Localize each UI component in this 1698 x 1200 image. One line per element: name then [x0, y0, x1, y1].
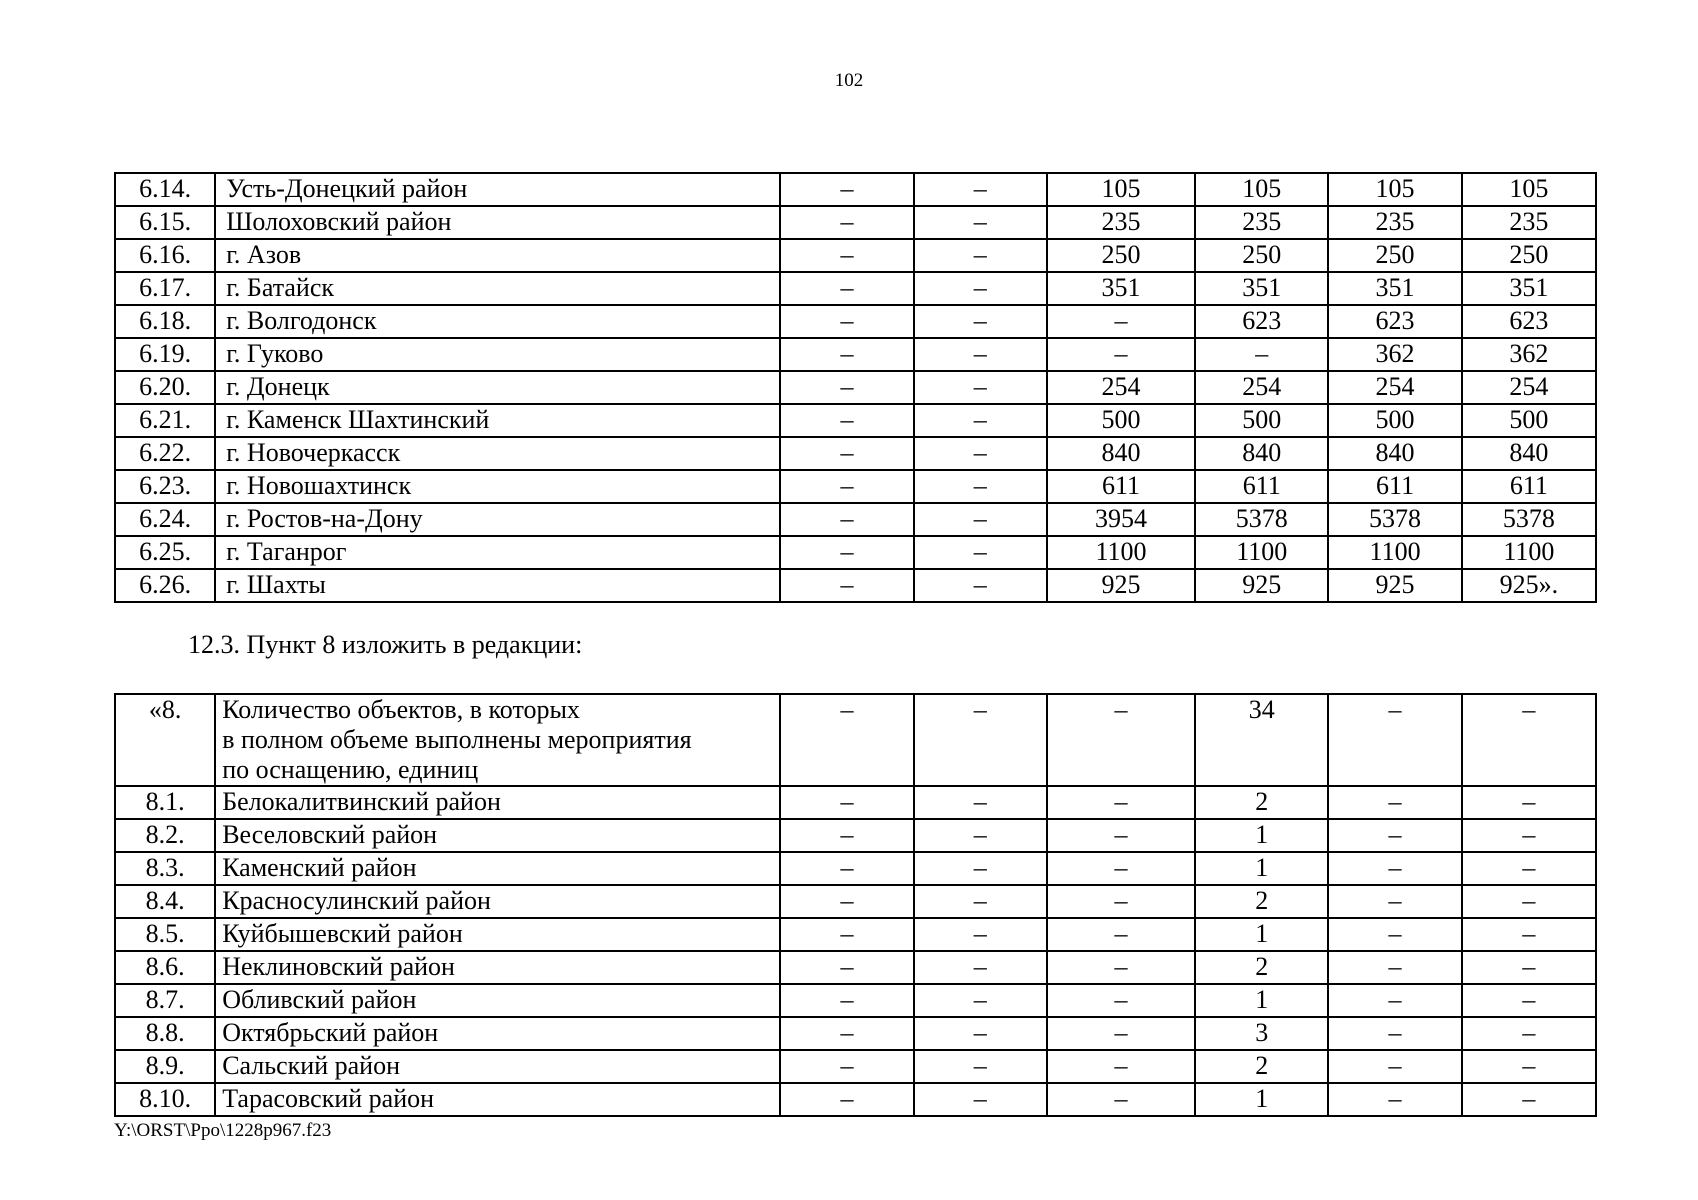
row-value: – [1047, 786, 1195, 819]
row-value: – [1462, 1050, 1596, 1083]
row-value: 105 [1047, 173, 1195, 206]
row-number: 6.14. [115, 173, 215, 206]
row-value: – [780, 786, 913, 819]
row-value: 500 [1462, 404, 1596, 437]
table-row [115, 951, 1596, 984]
row-number: 6.22. [115, 437, 215, 470]
row-value: – [914, 885, 1047, 918]
row-value: 2 [1195, 1050, 1328, 1083]
row-value: – [914, 272, 1047, 305]
table-row [115, 885, 1596, 918]
row-value: – [1462, 984, 1596, 1017]
row-value: 235 [1462, 206, 1596, 239]
row-value: – [1462, 786, 1596, 819]
row-value: 840 [1328, 437, 1461, 470]
row-value: – [1047, 1017, 1195, 1050]
row-value: – [780, 1050, 913, 1083]
row-value: 611 [1195, 470, 1328, 503]
row-value: – [914, 371, 1047, 404]
table-row [115, 1050, 1596, 1083]
row-value: 235 [1328, 206, 1461, 239]
row-value: 254 [1328, 371, 1461, 404]
row-value: – [1328, 918, 1461, 951]
table-row [115, 437, 1596, 470]
row-value: – [914, 1017, 1047, 1050]
row-value: 351 [1462, 272, 1596, 305]
row-value: – [1047, 819, 1195, 852]
row-value: 611 [1462, 470, 1596, 503]
row-value: – [914, 786, 1047, 819]
row-value: – [780, 338, 913, 371]
districts-table-body [115, 173, 1596, 602]
row-value: 623 [1195, 305, 1328, 338]
row-value: – [914, 239, 1047, 272]
row-value: – [1047, 1050, 1195, 1083]
row-value: 105 [1462, 173, 1596, 206]
row-value: 500 [1328, 404, 1461, 437]
table-row [115, 1083, 1596, 1116]
row-name: г. Шахты [215, 569, 780, 602]
row-value: – [914, 852, 1047, 885]
row-name-line: по оснащению, единиц [222, 755, 479, 784]
row-value: – [1328, 852, 1461, 885]
row-name: Белокалитвинский район [215, 786, 780, 819]
row-name: г. Новочеркасск [215, 437, 780, 470]
row-value: – [1462, 1083, 1596, 1116]
table-row [115, 404, 1596, 437]
row-name: Неклиновский район [215, 951, 780, 984]
row-value: – [914, 1050, 1047, 1083]
row-value: – [914, 918, 1047, 951]
footer-file-path: Y:\ORST\Ppo\1228p967.f23 [114, 1120, 332, 1141]
row-value: – [780, 206, 913, 239]
table-row [115, 371, 1596, 404]
row-name: Обливский район [215, 984, 780, 1017]
row-value: – [780, 819, 913, 852]
row-number: 6.19. [115, 338, 215, 371]
row-name: г. Каменск Шахтинский [215, 404, 780, 437]
row-value: 235 [1195, 206, 1328, 239]
row-value: – [780, 1083, 913, 1116]
row-value: 5378 [1195, 503, 1328, 536]
row-value: 623 [1328, 305, 1461, 338]
row-value: – [780, 918, 913, 951]
row-value: 925 [1195, 569, 1328, 602]
row-value: – [914, 173, 1047, 206]
row-value: – [780, 503, 913, 536]
row-value: 500 [1195, 404, 1328, 437]
row-value: – [914, 694, 1047, 786]
table-row [115, 1017, 1596, 1050]
row-name: Тарасовский район [215, 1083, 780, 1116]
row-value: – [1047, 852, 1195, 885]
table-row [115, 338, 1596, 371]
row-name: Веселовский район [215, 819, 780, 852]
row-name: г. Таганрог [215, 536, 780, 569]
row-name: г. Азов [215, 239, 780, 272]
row-name: г. Донецк [215, 371, 780, 404]
row-value: 1 [1195, 852, 1328, 885]
row-value: – [1047, 885, 1195, 918]
row-value: 1100 [1328, 536, 1461, 569]
row-value: 1 [1195, 1083, 1328, 1116]
row-number: 8.5. [115, 918, 215, 951]
row-value: – [780, 1017, 913, 1050]
row-number: 8.1. [115, 786, 215, 819]
row-name-line: в полном объеме выполнены мероприятия [222, 725, 692, 754]
row-value: 1 [1195, 918, 1328, 951]
row-number: 6.25. [115, 536, 215, 569]
row-value: 351 [1328, 272, 1461, 305]
row-value: 351 [1047, 272, 1195, 305]
row-value: 925». [1462, 569, 1596, 602]
row-number: 6.18. [115, 305, 215, 338]
row-value: 2 [1195, 786, 1328, 819]
row-name: Красносулинский район [215, 885, 780, 918]
row-value: 5378 [1328, 503, 1461, 536]
row-value: 611 [1328, 470, 1461, 503]
row-value: – [1047, 305, 1195, 338]
row-value: – [1328, 1050, 1461, 1083]
row-number: 8.4. [115, 885, 215, 918]
row-number: 6.23. [115, 470, 215, 503]
table-row [115, 470, 1596, 503]
row-value: – [1047, 918, 1195, 951]
row-value: – [1328, 694, 1461, 786]
table-row [115, 503, 1596, 536]
row-value: – [780, 984, 913, 1017]
table-row [115, 239, 1596, 272]
row-name: г. Волгодонск [215, 305, 780, 338]
table-row [115, 569, 1596, 602]
table-row [115, 984, 1596, 1017]
row-value: 840 [1462, 437, 1596, 470]
row-value: – [1462, 918, 1596, 951]
row-value: 235 [1047, 206, 1195, 239]
row-number: 8.7. [115, 984, 215, 1017]
row-name: Куйбышевский район [215, 918, 780, 951]
row-value: – [1328, 786, 1461, 819]
table-row [115, 918, 1596, 951]
row-value: – [914, 984, 1047, 1017]
row-name: Сальский район [215, 1050, 780, 1083]
row-value: – [780, 569, 913, 602]
row-value: – [914, 404, 1047, 437]
row-name: Октябрьский район [215, 1017, 780, 1050]
row-value: 840 [1195, 437, 1328, 470]
row-value: 840 [1047, 437, 1195, 470]
row-value: – [1047, 694, 1195, 786]
row-name: Шолоховский район [215, 206, 780, 239]
row-value: – [780, 694, 913, 786]
row-value: 1 [1195, 819, 1328, 852]
row-value: – [780, 536, 913, 569]
row-value: – [1462, 852, 1596, 885]
row-value: – [780, 173, 913, 206]
row-value: – [780, 951, 913, 984]
row-value: – [1462, 951, 1596, 984]
row-value: 254 [1047, 371, 1195, 404]
row-value: – [1328, 819, 1461, 852]
row-name: г. Батайск [215, 272, 780, 305]
row-value: 2 [1195, 885, 1328, 918]
row-name: г. Гуково [215, 338, 780, 371]
row-number: 6.20. [115, 371, 215, 404]
row-name-line: Количество объектов, в которых [222, 695, 580, 724]
row-value: – [1328, 984, 1461, 1017]
row-value: – [780, 305, 913, 338]
row-value: 925 [1328, 569, 1461, 602]
row-value: – [780, 404, 913, 437]
row-value: – [1462, 885, 1596, 918]
row-value: – [780, 437, 913, 470]
row-value: 3954 [1047, 503, 1195, 536]
row-value: – [914, 338, 1047, 371]
row-number: 6.21. [115, 404, 215, 437]
row-value: 3 [1195, 1017, 1328, 1050]
row-value: 2 [1195, 951, 1328, 984]
row-value: 254 [1195, 371, 1328, 404]
row-value: – [914, 536, 1047, 569]
row-value: – [914, 305, 1047, 338]
districts-table [114, 172, 1597, 603]
row-number: 6.24. [115, 503, 215, 536]
row-value: 250 [1195, 239, 1328, 272]
row-value: – [780, 852, 913, 885]
objects-table-body [115, 694, 1596, 1116]
row-name: Усть-Донецкий район [215, 173, 780, 206]
row-value: 1100 [1195, 536, 1328, 569]
table-row [115, 173, 1596, 206]
row-name: г. Ростов-на-Дону [215, 503, 780, 536]
row-number: 6.16. [115, 239, 215, 272]
table-row [115, 305, 1596, 338]
table-row [115, 272, 1596, 305]
row-value: 623 [1462, 305, 1596, 338]
row-value: 34 [1195, 694, 1328, 786]
row-value: 351 [1195, 272, 1328, 305]
row-number: 6.17. [115, 272, 215, 305]
row-value: – [1328, 885, 1461, 918]
row-value: 250 [1462, 239, 1596, 272]
row-value: 1 [1195, 984, 1328, 1017]
row-name: Каменский район [215, 852, 780, 885]
row-value: – [1462, 819, 1596, 852]
table-row [115, 852, 1596, 885]
row-value: 1100 [1047, 536, 1195, 569]
row-value: 254 [1462, 371, 1596, 404]
row-value: – [1328, 1017, 1461, 1050]
row-number: 8.8. [115, 1017, 215, 1050]
row-value: 250 [1047, 239, 1195, 272]
row-value: – [1462, 1017, 1596, 1050]
row-value: 362 [1462, 338, 1596, 371]
row-value: 5378 [1462, 503, 1596, 536]
row-value: 1100 [1462, 536, 1596, 569]
row-number: 8.3. [115, 852, 215, 885]
row-value: – [780, 272, 913, 305]
row-value: – [1462, 694, 1596, 786]
row-value: – [1047, 951, 1195, 984]
row-value: – [780, 239, 913, 272]
amendment-text: 12.3. Пункт 8 изложить в редакции: [188, 630, 583, 659]
row-value: – [780, 371, 913, 404]
row-name [215, 694, 780, 786]
row-value: 362 [1328, 338, 1461, 371]
row-value: – [780, 470, 913, 503]
page-number: 102 [834, 70, 864, 91]
row-value: – [1047, 1083, 1195, 1116]
row-value: – [914, 951, 1047, 984]
row-value: – [1047, 338, 1195, 371]
row-name: г. Новошахтинск [215, 470, 780, 503]
row-number: 6.26. [115, 569, 215, 602]
row-value: – [1195, 338, 1328, 371]
table-row [115, 819, 1596, 852]
row-number: 8.10. [115, 1083, 215, 1116]
row-value: – [914, 206, 1047, 239]
row-value: – [914, 503, 1047, 536]
row-number: 8.6. [115, 951, 215, 984]
table-row [115, 786, 1596, 819]
row-value: 500 [1047, 404, 1195, 437]
row-value: – [914, 470, 1047, 503]
row-value: – [1047, 984, 1195, 1017]
row-value: – [1328, 951, 1461, 984]
table-header-row [115, 694, 1596, 786]
row-number: 8.9. [115, 1050, 215, 1083]
row-value: 105 [1195, 173, 1328, 206]
row-number: 8.2. [115, 819, 215, 852]
row-value: – [780, 885, 913, 918]
row-value: – [914, 569, 1047, 602]
row-number: «8. [115, 694, 215, 786]
row-number: 6.15. [115, 206, 215, 239]
row-value: 250 [1328, 239, 1461, 272]
table-row [115, 536, 1596, 569]
row-value: – [1328, 1083, 1461, 1116]
table-row [115, 206, 1596, 239]
row-value: 105 [1328, 173, 1461, 206]
objects-table [114, 693, 1597, 1117]
row-value: – [914, 819, 1047, 852]
row-value: 925 [1047, 569, 1195, 602]
row-value: 611 [1047, 470, 1195, 503]
row-value: – [914, 437, 1047, 470]
row-value: – [914, 1083, 1047, 1116]
